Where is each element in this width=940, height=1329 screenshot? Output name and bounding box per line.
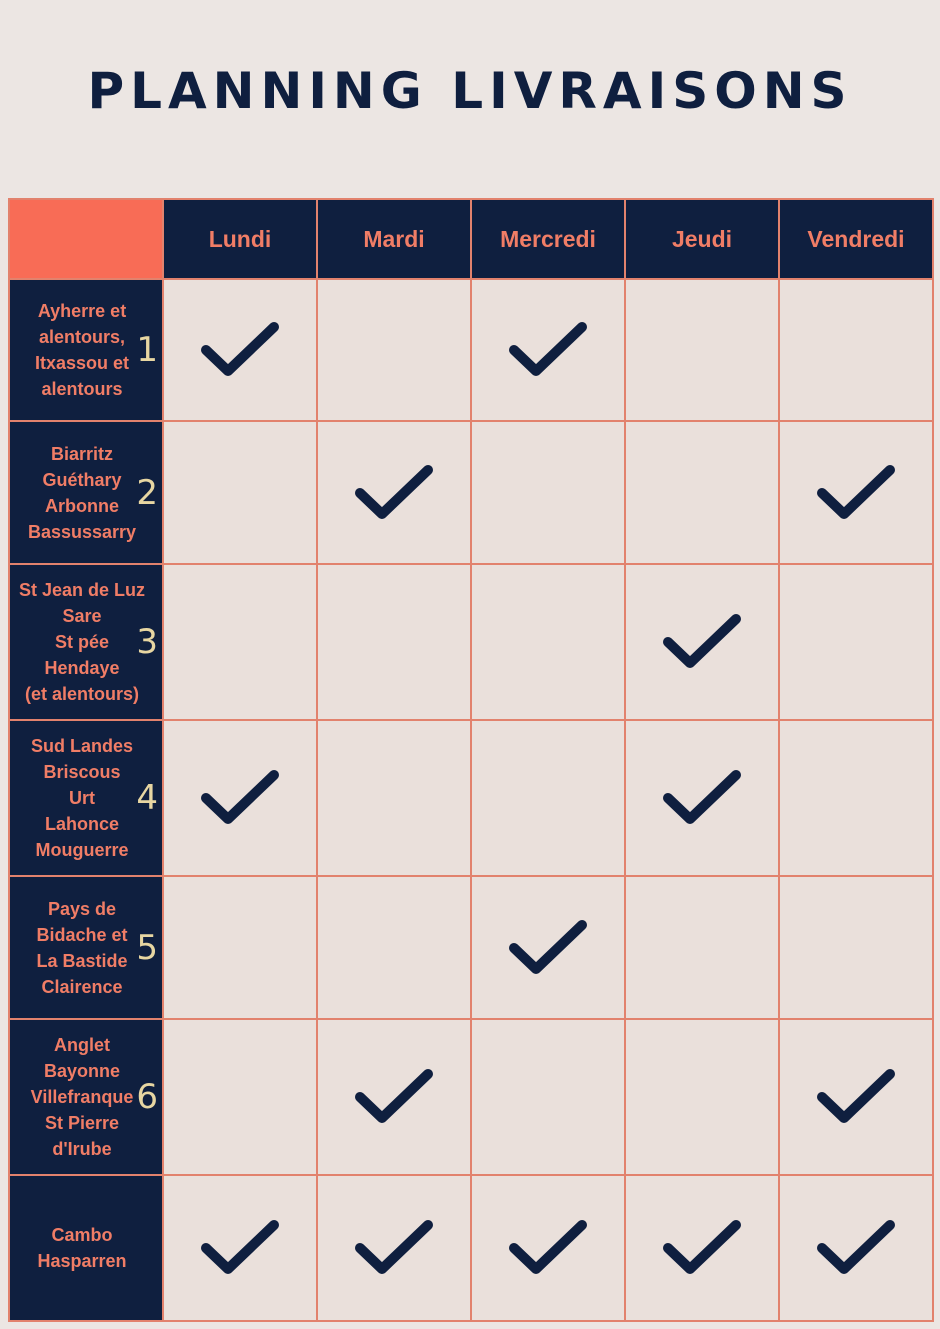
schedule-cell-mardi <box>317 876 471 1019</box>
zone-name-line: Briscous <box>43 762 121 782</box>
zone-label-cell <box>9 564 163 720</box>
zone-name-line: alentours, <box>38 327 126 347</box>
zone-name-line: St pée <box>54 632 110 652</box>
zone-number: 2 <box>136 472 158 513</box>
zone-name-line: St Jean de Luz <box>18 580 146 600</box>
zone-row <box>9 564 933 720</box>
check-icon <box>508 320 588 380</box>
zone-name-line: alentours <box>41 379 123 399</box>
schedule-cell-lundi <box>163 279 317 421</box>
schedule-cell-jeudi <box>625 421 779 564</box>
schedule-cell-lundi <box>163 1175 317 1321</box>
zone-name-line: (et alentours) <box>24 684 139 704</box>
zone-row <box>9 1019 933 1175</box>
zone-number: 4 <box>136 778 158 818</box>
zone-name-line: Urt <box>69 788 95 808</box>
check-icon <box>354 1218 434 1278</box>
zone-name-line: Sare <box>62 606 102 626</box>
schedule-cell-vendredi <box>779 720 933 876</box>
schedule-cell-jeudi <box>625 279 779 421</box>
zone-name-line: St Pierre <box>44 1113 120 1133</box>
zone-name-line: Ayherre et <box>37 301 127 321</box>
zone-label-cell <box>9 1175 163 1321</box>
schedule-cell-mardi <box>317 564 471 720</box>
zone-row <box>9 720 933 876</box>
schedule-cell-mardi <box>317 279 471 421</box>
zone-name-line: La Bastide <box>36 950 128 971</box>
schedule-cell-vendredi <box>779 1175 933 1321</box>
day-header-lundi: Lundi <box>163 199 317 279</box>
zone-name-line: Mouguerre <box>35 840 129 860</box>
schedule-cell-jeudi <box>625 720 779 876</box>
schedule-cell-lundi <box>163 421 317 564</box>
header-row <box>9 199 933 279</box>
zone-name-line: Hasparren <box>37 1251 127 1271</box>
schedule-cell-vendredi <box>779 564 933 720</box>
schedule-cell-mardi <box>317 421 471 564</box>
schedule-cell-mercredi <box>471 1175 625 1321</box>
zone-label-cell <box>9 720 163 876</box>
schedule-cell-lundi <box>163 876 317 1019</box>
day-header-mardi: Mardi <box>317 199 471 279</box>
zone-label-cell <box>9 279 163 421</box>
zone-name-line: Arbonne <box>45 495 119 516</box>
check-icon <box>662 768 742 828</box>
zone-row <box>9 421 933 564</box>
day-header-vendredi: Vendredi <box>779 199 933 279</box>
schedule-cell-mardi <box>317 1019 471 1175</box>
schedule-cell-vendredi <box>779 1019 933 1175</box>
schedule-cell-mercredi <box>471 876 625 1019</box>
schedule-cell-mercredi <box>471 421 625 564</box>
check-icon <box>816 1218 896 1278</box>
schedule-cell-vendredi <box>779 876 933 1019</box>
zone-number: 1 <box>136 330 158 370</box>
zone-name-line: d'Irube <box>52 1139 112 1159</box>
check-icon <box>508 918 588 978</box>
zone-name-line: Cambo <box>51 1225 113 1245</box>
zone-name-line: Lahonce <box>44 814 119 834</box>
zone-number: 5 <box>136 927 158 968</box>
zone-name-line: Bassussarry <box>27 521 137 542</box>
zone-name-line: Anglet <box>54 1035 110 1055</box>
zone-label-cell <box>9 876 163 1019</box>
zone-row <box>9 876 933 1019</box>
check-icon <box>662 1218 742 1278</box>
zone-name-line: Villefranque <box>30 1087 134 1107</box>
schedule-cell-jeudi <box>625 1175 779 1321</box>
zone-name-line: Clairence <box>41 976 123 997</box>
schedule-cell-vendredi <box>779 421 933 564</box>
delivery-schedule-table <box>8 198 934 1322</box>
zone-name-line: Sud Landes <box>30 736 133 756</box>
corner-cell <box>9 199 163 279</box>
schedule-cell-vendredi <box>779 279 933 421</box>
schedule-cell-lundi <box>163 564 317 720</box>
schedule-cell-lundi <box>163 1019 317 1175</box>
schedule-cell-mardi <box>317 720 471 876</box>
check-icon <box>200 768 280 828</box>
zone-name-line: Bayonne <box>43 1061 121 1081</box>
zone-name <box>10 1222 162 1274</box>
zone-row <box>9 279 933 421</box>
zone-number: 3 <box>136 622 158 662</box>
schedule-cell-mercredi <box>471 720 625 876</box>
check-icon <box>200 320 280 380</box>
check-icon <box>200 1218 280 1278</box>
check-icon <box>816 1067 896 1127</box>
zone-row <box>9 1175 933 1321</box>
check-icon <box>508 1218 588 1278</box>
day-header-jeudi: Jeudi <box>625 199 779 279</box>
schedule-cell-mercredi <box>471 1019 625 1175</box>
zone-name-line: Bidache et <box>36 924 128 945</box>
zone-name-line: Itxassou et <box>34 353 130 373</box>
zone-name-line: Guéthary <box>42 469 122 490</box>
page-title: PLANNING LIVRAISONS <box>87 62 853 120</box>
check-icon <box>354 1067 434 1127</box>
schedule-cell-jeudi <box>625 876 779 1019</box>
day-header-mercredi: Mercredi <box>471 199 625 279</box>
zone-name-line: Pays de <box>47 898 117 919</box>
zone-name-line: Hendaye <box>44 658 120 678</box>
zone-name-line: Biarritz <box>50 443 113 464</box>
zone-label-cell <box>9 1019 163 1175</box>
schedule-cell-mercredi <box>471 564 625 720</box>
check-icon <box>816 463 896 523</box>
schedule-cell-mardi <box>317 1175 471 1321</box>
check-icon <box>662 612 742 672</box>
zone-label-cell <box>9 421 163 564</box>
schedule-cell-mercredi <box>471 279 625 421</box>
schedule-cell-jeudi <box>625 1019 779 1175</box>
schedule-cell-jeudi <box>625 564 779 720</box>
zone-number: 6 <box>136 1077 158 1117</box>
check-icon <box>354 463 434 523</box>
schedule-cell-lundi <box>163 720 317 876</box>
